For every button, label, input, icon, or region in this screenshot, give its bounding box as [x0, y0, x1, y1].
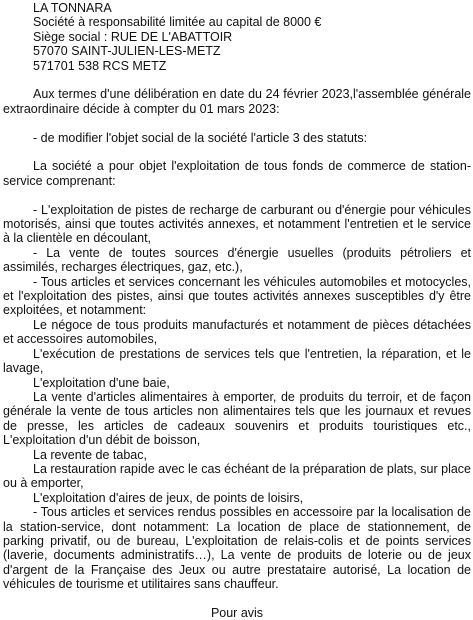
postal-city: 57070 SAINT-JULIEN-LES-METZ [33, 44, 221, 59]
intro-paragraph: Aux termes d'une délibération en date du 24 février 2023,l'assemblée générale extraordinaire décide à compter du 01 mars 2023: [3, 87, 471, 116]
signature-line: Pour avis [210, 605, 264, 620]
company-header [3, 1, 471, 73]
rcs-number: 571701 538 RCS METZ [33, 58, 167, 73]
object-sub-item-5: La revente de tabac, [33, 447, 147, 462]
object-sub-item-3: L'exploitation d'une baie, [33, 375, 170, 390]
registered-office: Siège social : RUE DE L'ABATTOIR [33, 29, 233, 44]
object-sub-item-1: Le négoce de tous produits manufacturés et notamment de pièces détachées et accessoires automobiles, [3, 317, 471, 347]
object-sub-item-2: L'exécution de prestations de services tels que l'entretien, la réparation, et le lavage, [3, 346, 471, 376]
object-sub-item-7: L'exploitation d'aires de jeux, de points de loisirs, [33, 490, 304, 505]
company-name: LA TONNARA [33, 1, 112, 15]
decision-paragraph: - de modifier l'objet social de la société l'article 3 des statuts: [33, 130, 368, 145]
legal-notice [3, 1, 471, 620]
object-sub-item-4: La vente d'articles alimentaires à emporter, de produits du terroir, et de façon générale la vente de tous articles non alimentaires tels que les journaux et revues de presse, les articles de cadeaux souvenirs et produits touristiques etc., L'exploitation d'un débit de boisson, [3, 389, 471, 448]
object-intro-paragraph: La société a pour objet l'exploitation de tous fonds de commerce de station-service comprenant: [3, 159, 471, 188]
object-item-2: - La vente de toutes sources d'énergie usuelles (produits pétroliers et assimilés, recharges électriques, gaz, etc.), [3, 245, 471, 275]
object-sub-item-6: La restauration rapide avec le cas échéant de la préparation de plats, sur place ou à emporter, [3, 461, 471, 491]
object-item-1: - L'exploitation de pistes de recharge de carburant ou d'énergie pour véhicules motorisés, ainsi que toutes activités annexes, et notamment l'entretien et le service à la clientèle en découlant, [3, 202, 471, 246]
object-item-3: - Tous articles et services concernant les véhicules automobiles et motocycles, et l'exploitation des pistes, ainsi que toutes activités annexes susceptibles d'y être exploitées, et notamment: [3, 274, 471, 318]
legal-form: Société à responsabilité limitée au capital de 8000 € [33, 15, 322, 30]
object-item-4: - Tous articles et services rendus possibles en accessoire par la localisation de la station-service, dont notamment: La location de place de stationnement, de parking privatif, ou de bureau, L'exploitation de relais-colis et de points services (laverie, documents administratifs…), La vente de produits de loterie ou de jeux d'argent de la Française des Jeux ou autre prestataire autorisé, La location de véhicules de tourisme et utilitaires sans chauffeur. [3, 505, 471, 592]
